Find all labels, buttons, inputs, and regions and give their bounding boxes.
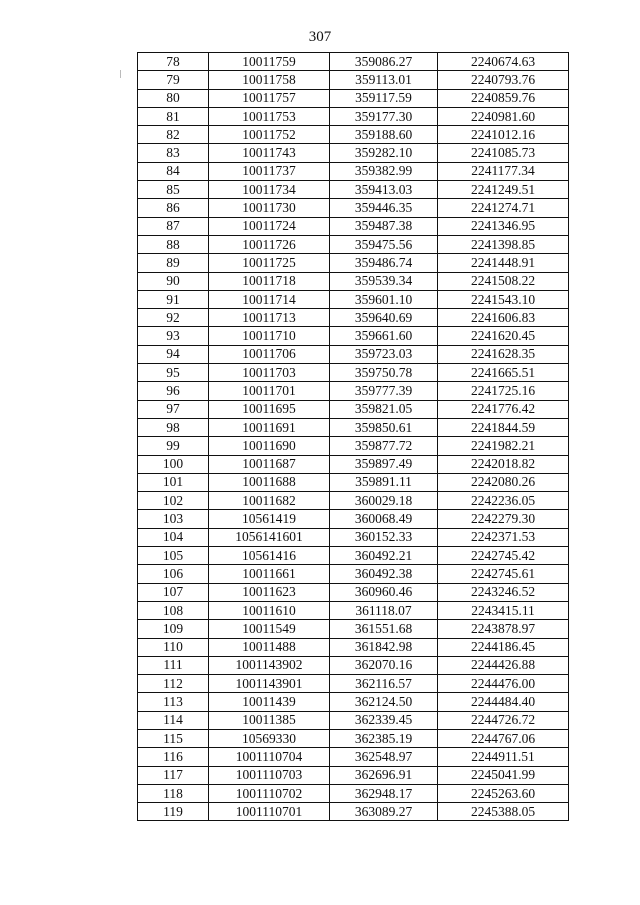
table-row — [138, 565, 569, 583]
point-id-cell: 10011713 — [209, 309, 330, 327]
x-coordinate-cell: 359282.10 — [330, 144, 438, 162]
point-number-cell: 119 — [138, 803, 209, 821]
point-number-cell: 88 — [138, 235, 209, 253]
point-id-cell: 10011701 — [209, 382, 330, 400]
point-id-cell: 10011730 — [209, 199, 330, 217]
x-coordinate-cell: 362124.50 — [330, 693, 438, 711]
point-id-cell: 10011714 — [209, 290, 330, 308]
point-id-cell: 10011610 — [209, 601, 330, 619]
y-coordinate-cell: 2240981.60 — [438, 107, 569, 125]
table-row — [138, 126, 569, 144]
table-row — [138, 492, 569, 510]
table-row — [138, 217, 569, 235]
point-id-cell: 10011703 — [209, 364, 330, 382]
point-number-cell: 115 — [138, 729, 209, 747]
point-id-cell: 1001143901 — [209, 675, 330, 693]
point-number-cell: 86 — [138, 199, 209, 217]
x-coordinate-cell: 359750.78 — [330, 364, 438, 382]
x-coordinate-cell: 361842.98 — [330, 638, 438, 656]
table-row — [138, 620, 569, 638]
y-coordinate-cell: 2240859.76 — [438, 89, 569, 107]
x-coordinate-cell: 362696.91 — [330, 766, 438, 784]
table-row — [138, 656, 569, 674]
point-id-cell: 10011753 — [209, 107, 330, 125]
x-coordinate-cell: 359601.10 — [330, 290, 438, 308]
x-coordinate-cell: 362339.45 — [330, 711, 438, 729]
y-coordinate-cell: 2241620.45 — [438, 327, 569, 345]
x-coordinate-cell: 359850.61 — [330, 418, 438, 436]
x-coordinate-cell: 359877.72 — [330, 437, 438, 455]
point-number-cell: 103 — [138, 510, 209, 528]
table-row — [138, 254, 569, 272]
x-coordinate-cell: 362070.16 — [330, 656, 438, 674]
table-row — [138, 510, 569, 528]
point-id-cell: 10011687 — [209, 455, 330, 473]
table-row — [138, 181, 569, 199]
y-coordinate-cell: 2241274.71 — [438, 199, 569, 217]
table-row — [138, 382, 569, 400]
point-id-cell: 10011725 — [209, 254, 330, 272]
y-coordinate-cell: 2244426.88 — [438, 656, 569, 674]
point-id-cell: 10011726 — [209, 235, 330, 253]
point-id-cell: 10011757 — [209, 89, 330, 107]
point-number-cell: 106 — [138, 565, 209, 583]
point-number-cell: 108 — [138, 601, 209, 619]
table-row — [138, 528, 569, 546]
y-coordinate-cell: 2241844.59 — [438, 418, 569, 436]
table-row — [138, 803, 569, 821]
point-id-cell: 1001110701 — [209, 803, 330, 821]
point-id-cell: 10011690 — [209, 437, 330, 455]
x-coordinate-cell: 359661.60 — [330, 327, 438, 345]
point-number-cell: 117 — [138, 766, 209, 784]
x-coordinate-cell: 359113.01 — [330, 71, 438, 89]
point-id-cell: 1001143902 — [209, 656, 330, 674]
y-coordinate-cell: 2241249.51 — [438, 181, 569, 199]
table-row — [138, 766, 569, 784]
point-number-cell: 101 — [138, 473, 209, 491]
x-coordinate-cell: 361118.07 — [330, 601, 438, 619]
table-row — [138, 729, 569, 747]
point-id-cell: 10011682 — [209, 492, 330, 510]
table-row — [138, 327, 569, 345]
point-number-cell: 84 — [138, 162, 209, 180]
y-coordinate-cell: 2241776.42 — [438, 400, 569, 418]
x-coordinate-cell: 360960.46 — [330, 583, 438, 601]
table-row — [138, 107, 569, 125]
point-number-cell: 98 — [138, 418, 209, 436]
table-row — [138, 437, 569, 455]
point-id-cell: 10011737 — [209, 162, 330, 180]
y-coordinate-cell: 2245388.05 — [438, 803, 569, 821]
point-number-cell: 85 — [138, 181, 209, 199]
table-row — [138, 199, 569, 217]
table-row — [138, 53, 569, 71]
point-id-cell: 1001110702 — [209, 784, 330, 802]
x-coordinate-cell: 359539.34 — [330, 272, 438, 290]
x-coordinate-cell: 362548.97 — [330, 748, 438, 766]
point-number-cell: 118 — [138, 784, 209, 802]
point-number-cell: 105 — [138, 547, 209, 565]
y-coordinate-cell: 2244911.51 — [438, 748, 569, 766]
table-row — [138, 364, 569, 382]
point-number-cell: 80 — [138, 89, 209, 107]
table-row — [138, 71, 569, 89]
x-coordinate-cell: 360068.49 — [330, 510, 438, 528]
point-id-cell: 10011623 — [209, 583, 330, 601]
x-coordinate-cell: 359821.05 — [330, 400, 438, 418]
point-number-cell: 109 — [138, 620, 209, 638]
point-id-cell: 10011743 — [209, 144, 330, 162]
y-coordinate-cell: 2242279.30 — [438, 510, 569, 528]
table-row — [138, 345, 569, 363]
point-number-cell: 89 — [138, 254, 209, 272]
x-coordinate-cell: 359486.74 — [330, 254, 438, 272]
point-number-cell: 112 — [138, 675, 209, 693]
y-coordinate-cell: 2243878.97 — [438, 620, 569, 638]
point-number-cell: 114 — [138, 711, 209, 729]
x-coordinate-cell: 359086.27 — [330, 53, 438, 71]
point-number-cell: 92 — [138, 309, 209, 327]
point-id-cell: 10569330 — [209, 729, 330, 747]
point-id-cell: 10011758 — [209, 71, 330, 89]
x-coordinate-cell: 359897.49 — [330, 455, 438, 473]
point-id-cell: 10561416 — [209, 547, 330, 565]
y-coordinate-cell: 2241606.83 — [438, 309, 569, 327]
y-coordinate-cell: 2242080.26 — [438, 473, 569, 491]
point-id-cell: 10011734 — [209, 181, 330, 199]
y-coordinate-cell: 2244726.72 — [438, 711, 569, 729]
point-number-cell: 81 — [138, 107, 209, 125]
y-coordinate-cell: 2243415.11 — [438, 601, 569, 619]
point-id-cell: 1001110703 — [209, 766, 330, 784]
y-coordinate-cell: 2241725.16 — [438, 382, 569, 400]
x-coordinate-cell: 359117.59 — [330, 89, 438, 107]
x-coordinate-cell: 360152.33 — [330, 528, 438, 546]
x-coordinate-cell: 359188.60 — [330, 126, 438, 144]
y-coordinate-cell: 2242745.61 — [438, 565, 569, 583]
point-id-cell: 10011706 — [209, 345, 330, 363]
y-coordinate-cell: 2241177.34 — [438, 162, 569, 180]
point-id-cell: 10011688 — [209, 473, 330, 491]
y-coordinate-cell: 2241448.91 — [438, 254, 569, 272]
y-coordinate-cell: 2241982.21 — [438, 437, 569, 455]
table-row — [138, 290, 569, 308]
point-id-cell: 10011549 — [209, 620, 330, 638]
y-coordinate-cell: 2240674.63 — [438, 53, 569, 71]
y-coordinate-cell: 2245263.60 — [438, 784, 569, 802]
table-row — [138, 235, 569, 253]
table-row — [138, 784, 569, 802]
table-row — [138, 272, 569, 290]
table-row — [138, 418, 569, 436]
point-number-cell: 99 — [138, 437, 209, 455]
x-coordinate-cell: 362385.19 — [330, 729, 438, 747]
point-id-cell: 10011710 — [209, 327, 330, 345]
point-id-cell: 1056141601 — [209, 528, 330, 546]
table-row — [138, 473, 569, 491]
x-coordinate-cell: 362948.17 — [330, 784, 438, 802]
point-number-cell: 94 — [138, 345, 209, 363]
point-number-cell: 78 — [138, 53, 209, 71]
x-coordinate-cell: 359487.38 — [330, 217, 438, 235]
x-coordinate-cell: 359723.03 — [330, 345, 438, 363]
point-number-cell: 97 — [138, 400, 209, 418]
y-coordinate-cell: 2242745.42 — [438, 547, 569, 565]
point-id-cell: 10011385 — [209, 711, 330, 729]
point-number-cell: 91 — [138, 290, 209, 308]
point-number-cell: 104 — [138, 528, 209, 546]
point-number-cell: 111 — [138, 656, 209, 674]
table-row — [138, 309, 569, 327]
point-number-cell: 100 — [138, 455, 209, 473]
point-id-cell: 1001110704 — [209, 748, 330, 766]
point-id-cell: 10011439 — [209, 693, 330, 711]
coordinates-table-body — [138, 53, 569, 821]
point-number-cell: 102 — [138, 492, 209, 510]
x-coordinate-cell: 362116.57 — [330, 675, 438, 693]
point-number-cell: 90 — [138, 272, 209, 290]
coordinates-table — [137, 52, 569, 821]
y-coordinate-cell: 2242236.05 — [438, 492, 569, 510]
x-coordinate-cell: 359413.03 — [330, 181, 438, 199]
point-number-cell: 116 — [138, 748, 209, 766]
point-id-cell: 10011759 — [209, 53, 330, 71]
y-coordinate-cell: 2241665.51 — [438, 364, 569, 382]
point-number-cell: 107 — [138, 583, 209, 601]
page-number: 307 — [308, 29, 332, 45]
table-row — [138, 638, 569, 656]
y-coordinate-cell: 2241398.85 — [438, 235, 569, 253]
table-row — [138, 748, 569, 766]
y-coordinate-cell: 2244767.06 — [438, 729, 569, 747]
x-coordinate-cell: 360492.21 — [330, 547, 438, 565]
y-coordinate-cell: 2241085.73 — [438, 144, 569, 162]
y-coordinate-cell: 2241346.95 — [438, 217, 569, 235]
table-row — [138, 693, 569, 711]
x-coordinate-cell: 359177.30 — [330, 107, 438, 125]
point-number-cell: 79 — [138, 71, 209, 89]
y-coordinate-cell: 2244476.00 — [438, 675, 569, 693]
x-coordinate-cell: 359777.39 — [330, 382, 438, 400]
y-coordinate-cell: 2241012.16 — [438, 126, 569, 144]
x-coordinate-cell: 363089.27 — [330, 803, 438, 821]
y-coordinate-cell: 2241508.22 — [438, 272, 569, 290]
point-id-cell: 10011691 — [209, 418, 330, 436]
table-row — [138, 711, 569, 729]
point-number-cell: 93 — [138, 327, 209, 345]
y-coordinate-cell: 2244484.40 — [438, 693, 569, 711]
table-row — [138, 144, 569, 162]
y-coordinate-cell: 2242371.53 — [438, 528, 569, 546]
x-coordinate-cell: 360029.18 — [330, 492, 438, 510]
point-id-cell: 10011718 — [209, 272, 330, 290]
y-coordinate-cell: 2241543.10 — [438, 290, 569, 308]
x-coordinate-cell: 359475.56 — [330, 235, 438, 253]
point-id-cell: 10561419 — [209, 510, 330, 528]
y-coordinate-cell: 2244186.45 — [438, 638, 569, 656]
point-id-cell: 10011724 — [209, 217, 330, 235]
point-number-cell: 82 — [138, 126, 209, 144]
point-number-cell: 95 — [138, 364, 209, 382]
table-row — [138, 89, 569, 107]
table-row — [138, 675, 569, 693]
table-row — [138, 547, 569, 565]
x-coordinate-cell: 360492.38 — [330, 565, 438, 583]
point-id-cell: 10011752 — [209, 126, 330, 144]
point-id-cell: 10011695 — [209, 400, 330, 418]
x-coordinate-cell: 359446.35 — [330, 199, 438, 217]
table-row — [138, 601, 569, 619]
point-number-cell: 113 — [138, 693, 209, 711]
x-coordinate-cell: 359640.69 — [330, 309, 438, 327]
y-coordinate-cell: 2242018.82 — [438, 455, 569, 473]
x-coordinate-cell: 359382.99 — [330, 162, 438, 180]
margin-mark — [120, 70, 121, 78]
table-row — [138, 162, 569, 180]
point-id-cell: 10011661 — [209, 565, 330, 583]
point-number-cell: 83 — [138, 144, 209, 162]
x-coordinate-cell: 359891.11 — [330, 473, 438, 491]
table-row — [138, 455, 569, 473]
point-number-cell: 96 — [138, 382, 209, 400]
point-id-cell: 10011488 — [209, 638, 330, 656]
y-coordinate-cell: 2243246.52 — [438, 583, 569, 601]
y-coordinate-cell: 2240793.76 — [438, 71, 569, 89]
table-row — [138, 583, 569, 601]
y-coordinate-cell: 2245041.99 — [438, 766, 569, 784]
table-row — [138, 400, 569, 418]
y-coordinate-cell: 2241628.35 — [438, 345, 569, 363]
point-number-cell: 110 — [138, 638, 209, 656]
x-coordinate-cell: 361551.68 — [330, 620, 438, 638]
point-number-cell: 87 — [138, 217, 209, 235]
